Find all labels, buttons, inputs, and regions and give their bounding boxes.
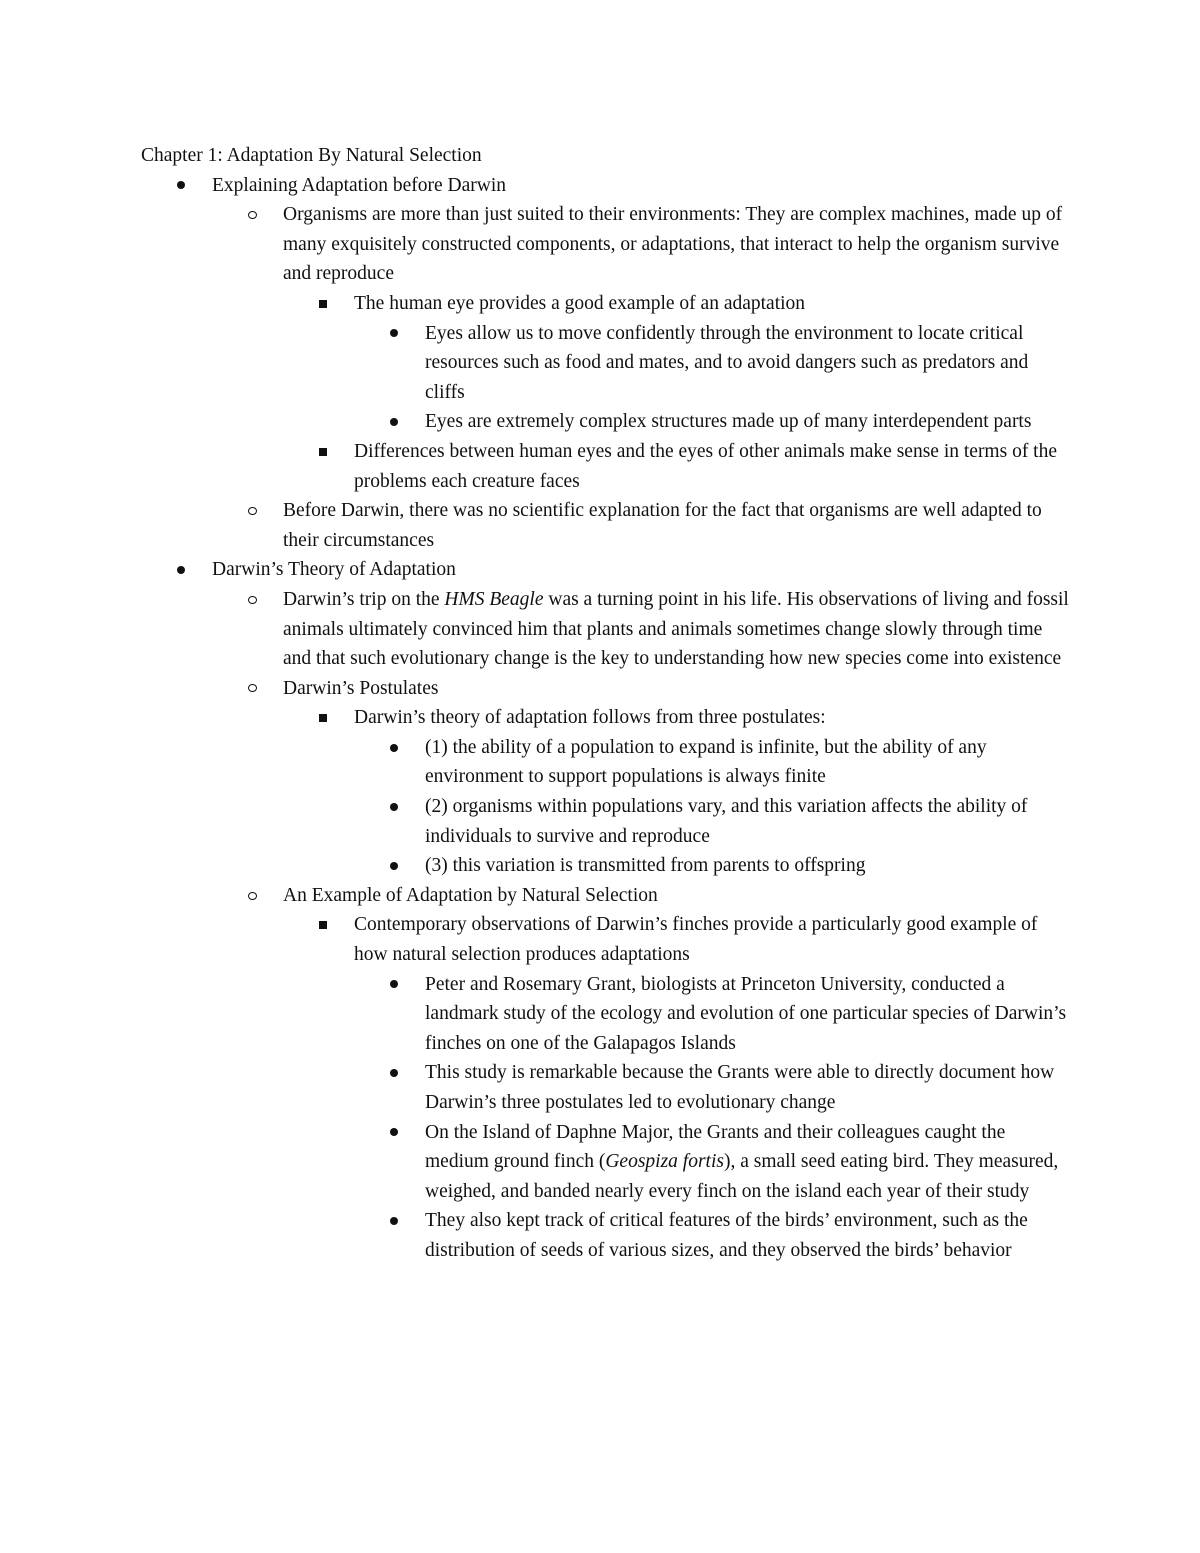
- list-item-text: They also kept track of critical features of the birds’ environment, such as the distribution of seeds of various sizes, and they observed the birds’ behavior: [425, 1210, 1028, 1261]
- square-bullet-icon: [313, 910, 333, 940]
- filled-bullet-icon: [384, 407, 404, 437]
- filled-bullet-icon: [171, 555, 191, 585]
- outline-level-3: [283, 703, 1071, 881]
- list-item-text: Darwin’s trip on the HMS Beagle was a turning point in his life. His observations of living and fossil animals ultimately convinced him that plants and animals sometimes change slowly through time and that such evolutionary change is the key to understanding how new species come into existence: [283, 588, 1069, 670]
- list-item-text: Differences between human eyes and the eyes of other animals make sense in terms of the problems each creature faces: [354, 440, 1058, 492]
- list-item: [212, 881, 1071, 1266]
- list-item-text: The human eye provides a good example of an adaptation: [354, 292, 806, 314]
- filled-bullet-icon: [384, 319, 404, 349]
- list-item-text: Contemporary observations of Darwin’s finches provide a particularly good example of how natural selection produces adaptations: [354, 914, 1038, 966]
- hollow-bullet-icon: [242, 496, 262, 526]
- outline-level-1: [141, 171, 1071, 1266]
- list-item: [212, 496, 1071, 555]
- outline-level-2: [212, 200, 1071, 555]
- list-item: [212, 585, 1071, 674]
- outline-level-2: [212, 585, 1071, 1266]
- list-item-text: Before Darwin, there was no scientific explanation for the fact that organisms are well adapted to their circumstances: [283, 500, 1042, 551]
- list-item-text: This study is remarkable because the Grants were able to directly document how Darwin’s three postulates led to evolutionary change: [425, 1062, 1055, 1113]
- list-item: [283, 289, 1071, 437]
- list-item-text: Darwin’s Postulates: [283, 677, 439, 699]
- outline-level-3: [283, 910, 1071, 1265]
- hollow-bullet-icon: [242, 674, 262, 704]
- list-item: [141, 555, 1071, 1265]
- hollow-bullet-icon: [242, 585, 262, 615]
- list-item: [354, 407, 1071, 437]
- list-item: [283, 910, 1071, 1265]
- outline-level-4: [354, 733, 1071, 881]
- ship-name: HMS Beagle: [444, 588, 544, 610]
- species-name: Geospiza fortis: [605, 1151, 724, 1173]
- list-item: [354, 319, 1071, 408]
- list-item: [354, 733, 1071, 792]
- square-bullet-icon: [313, 437, 333, 467]
- list-item-text: Peter and Rosemary Grant, biologists at Princeton University, conducted a landmark study of the ecology and evolution of one particular species of Darwin’s finches on one of the Galapagos Islands: [425, 973, 1067, 1054]
- list-item: [354, 851, 1071, 881]
- hollow-bullet-icon: [242, 881, 262, 911]
- square-bullet-icon: [313, 703, 333, 733]
- filled-bullet-icon: [384, 851, 404, 881]
- section-heading: Explaining Adaptation before Darwin: [212, 174, 507, 196]
- list-item-text: Eyes are extremely complex structures made up of many interdependent parts: [425, 411, 1032, 433]
- outline-level-3: [283, 289, 1071, 496]
- filled-bullet-icon: [171, 171, 191, 201]
- list-item-text: (3) this variation is transmitted from parents to offspring: [425, 855, 866, 877]
- list-item: [354, 1118, 1071, 1207]
- section-heading: Darwin’s Theory of Adaptation: [212, 559, 456, 581]
- list-item-text: (2) organisms within populations vary, and this variation affects the ability of individuals to survive and reproduce: [425, 796, 1028, 847]
- filled-bullet-icon: [384, 970, 404, 1000]
- filled-bullet-icon: [384, 792, 404, 822]
- list-item: [141, 171, 1071, 556]
- list-item-text: Eyes allow us to move confidently through the environment to locate critical resources such as food and mates, and to avoid dangers such as predators and cliffs: [425, 322, 1029, 403]
- list-item-text: On the Island of Daphne Major, the Grants and their colleagues caught the medium ground finch (Geospiza fortis), a small seed eating bird. They measured, weighed, and banded nearly every finch on the island each year of their study: [425, 1121, 1059, 1202]
- list-item: [283, 437, 1071, 496]
- filled-bullet-icon: [384, 1206, 404, 1236]
- list-item: [283, 703, 1071, 881]
- list-item-text: An Example of Adaptation by Natural Selection: [283, 884, 658, 906]
- list-item-text: Organisms are more than just suited to their environments: They are complex machines, made up of many exquisitely constructed components, or adaptations, that interact to help the organism survive and reproduce: [283, 204, 1063, 285]
- filled-bullet-icon: [384, 733, 404, 763]
- list-item: [212, 674, 1071, 881]
- list-item: [354, 1058, 1071, 1117]
- list-item: [212, 200, 1071, 496]
- outline-level-4: [354, 319, 1071, 437]
- list-item-text: (1) the ability of a population to expand is infinite, but the ability of any environment to support populations is always finite: [425, 736, 987, 788]
- list-item-text: Darwin’s theory of adaptation follows from three postulates:: [354, 707, 826, 729]
- chapter-title: Chapter 1: Adaptation By Natural Selection: [141, 145, 482, 166]
- filled-bullet-icon: [384, 1118, 404, 1148]
- document-body: [141, 141, 1071, 1266]
- square-bullet-icon: [313, 289, 333, 319]
- outline-level-4: [354, 970, 1071, 1266]
- list-item: [354, 1206, 1071, 1265]
- list-item: [354, 970, 1071, 1059]
- hollow-bullet-icon: [242, 200, 262, 230]
- list-item: [354, 792, 1071, 851]
- filled-bullet-icon: [384, 1058, 404, 1088]
